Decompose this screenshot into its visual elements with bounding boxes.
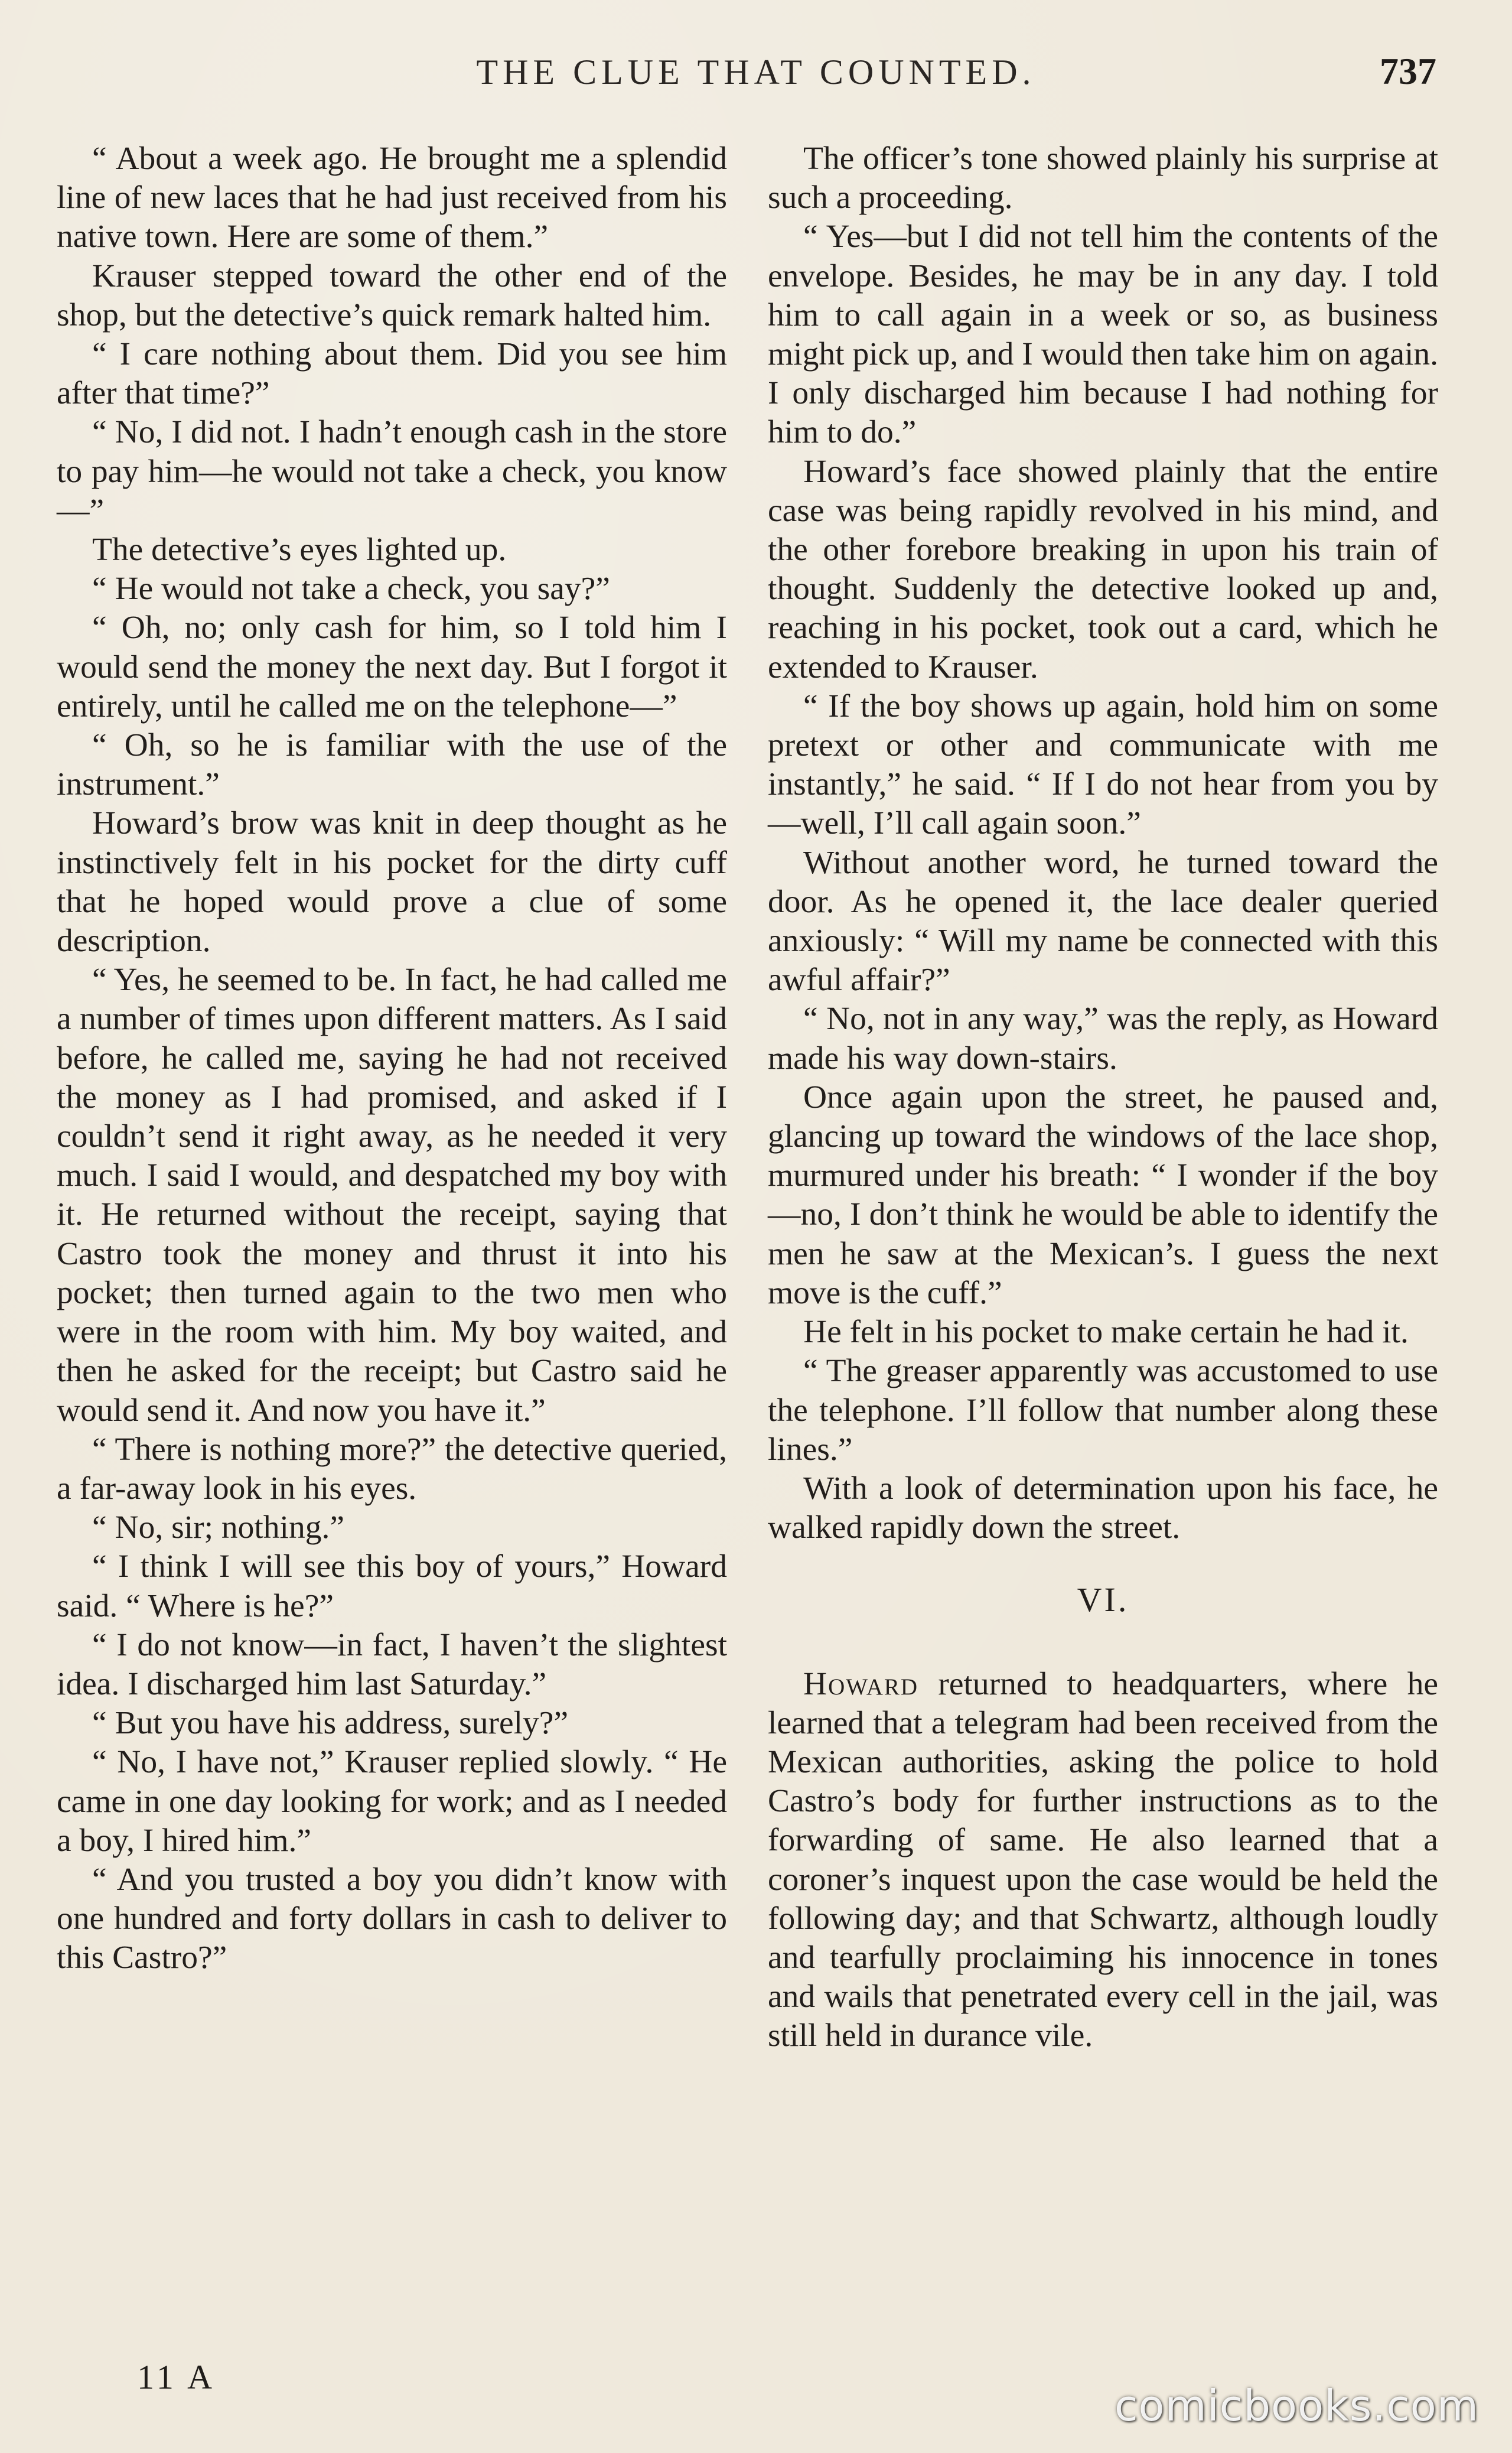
page-number: 737 xyxy=(1380,50,1436,92)
paragraph: Without another word, he turned toward the door. As he opened it, the lace dealer queried anxiously: “ Will my name be connected with this awful affair?” xyxy=(768,844,1438,998)
paragraph: With a look of determination upon his face, he walked rapidly down the street. xyxy=(768,1470,1438,1546)
paragraph: “ I care nothing about them. Did you see him after that time?” xyxy=(57,336,727,412)
paragraph: Krauser stepped toward the other end of the shop, but the detective’s quick remark halted him. xyxy=(57,258,727,333)
lead-word: Howard xyxy=(803,1665,919,1702)
running-head xyxy=(59,52,1453,105)
paragraph: “ No, sir; nothing.” xyxy=(92,1509,344,1546)
section-heading: VI. xyxy=(1077,1580,1129,1619)
paragraph: “ Yes, he seemed to be. In fact, he had called me a number of times upon different matters. As I said before, he called me, saying he had not received the money as I had promised, and asked if I couldn’t send it right away, as he needed it very much. I said I would, and despatched my boy with it. He returned without the receipt, saying that Castro took the money and thrust it into his pocket; then turned again to the two men who were in the room with him. My boy waited, and then he asked for the receipt; but Castro said he would send it. And now you have it.” xyxy=(57,962,727,1429)
paragraph: The detective’s eyes lighted up. xyxy=(92,532,507,568)
paragraph: Howard’s brow was knit in deep thought as he instinctively felt in his pocket for the dirty cuff that he hoped would prove a clue of some description. xyxy=(57,805,727,959)
signature-mark: 11 A xyxy=(137,2358,216,2396)
left-column xyxy=(57,139,727,1978)
paragraph: “ Yes—but I did not tell him the contents of the envelope. Besides, he may be in any day. I told him to call again in a week or so, as business might pick up, and I would then take him on again. I only discharged him because I had nothing for him to do.” xyxy=(768,219,1438,451)
paragraph: Howard’s face showed plainly that the entire case was being rapidly revolved in his mind, and the other forebore breaking in upon his train of thought. Suddenly the detective looked up and, reaching in his pocket, took out a card, which he extended to Krauser. xyxy=(768,453,1438,685)
paragraph: “ I think I will see this boy of yours,” Howard said. “ Where is he?” xyxy=(57,1548,727,1624)
paragraph: He felt in his pocket to make certain he had it. xyxy=(803,1314,1409,1351)
paragraph: “ Oh, no; only cash for him, so I told him I would send the money the next day. But I forgot it entirely, until he called me on the telephone—” xyxy=(57,610,727,724)
right-column xyxy=(768,139,1438,2056)
paragraph-text: returned to headquarters, where he learned that a telegram had been received from the Mexican authorities, asking the police to hold Castro’s body for further instructions as to the forwarding of same. He also learned that a coroner’s inquest upon the case would be held the following day; and that Schwartz, although loudly and tearfully proclaiming his innocence in tones and wails that penetrated every cell in the jail, was still held in durance vile. xyxy=(768,1665,1438,2054)
paragraph: “ No, I have not,” Krauser replied slowly. “ He came in one day looking for work; and as I needed a boy, I hired him.” xyxy=(57,1744,727,1859)
paragraph: “ No, I did not. I hadn’t enough cash in the store to pay him—he would not take a check, you know—” xyxy=(57,414,727,529)
paragraph: “ Oh, so he is familiar with the use of the instrument.” xyxy=(57,727,727,803)
watermark: comicbooks.com xyxy=(1114,2381,1479,2431)
paragraph: The officer’s tone showed plainly his surprise at such a proceeding. xyxy=(768,141,1438,216)
paragraph: “ I do not know—in fact, I haven’t the slightest idea. I discharged him last Saturday.” xyxy=(57,1626,727,1702)
paragraph: “ And you trusted a boy you didn’t know with one hundred and forty dollars in cash to deliver to this Castro?” xyxy=(57,1861,727,1976)
running-title: THE CLUE THAT COUNTED. xyxy=(476,53,1036,92)
paragraph: “ But you have his address, surely?” xyxy=(92,1705,569,1742)
paragraph: “ About a week ago. He brought me a splendid line of new laces that he had just received from his native town. Here are some of them.” xyxy=(57,141,727,255)
paragraph: “ The greaser apparently was accustomed to use the telephone. I’ll follow that number along these lines.” xyxy=(768,1353,1438,1468)
paragraph: “ There is nothing more?” the detective queried, a far-away look in his eyes. xyxy=(57,1431,727,1507)
paragraph: “ If the boy shows up again, hold him on some pretext or other and communicate with me instantly,” he said. “ If I do not hear from you by—well, I’ll call again soon.” xyxy=(768,688,1438,842)
paragraph: “ No, not in any way,” was the reply, as Howard made his way down-stairs. xyxy=(768,1001,1438,1076)
paragraph: “ He would not take a check, you say?” xyxy=(92,571,610,607)
section-first-paragraph xyxy=(768,1665,1438,2056)
paragraph: Once again upon the street, he paused and, glancing up toward the windows of the lace shop, murmured under his breath: “ I wonder if the boy—no, I don’t think he would be able to identify the men he saw at the Mexican’s. I guess the next move is the cuff.” xyxy=(768,1079,1438,1311)
